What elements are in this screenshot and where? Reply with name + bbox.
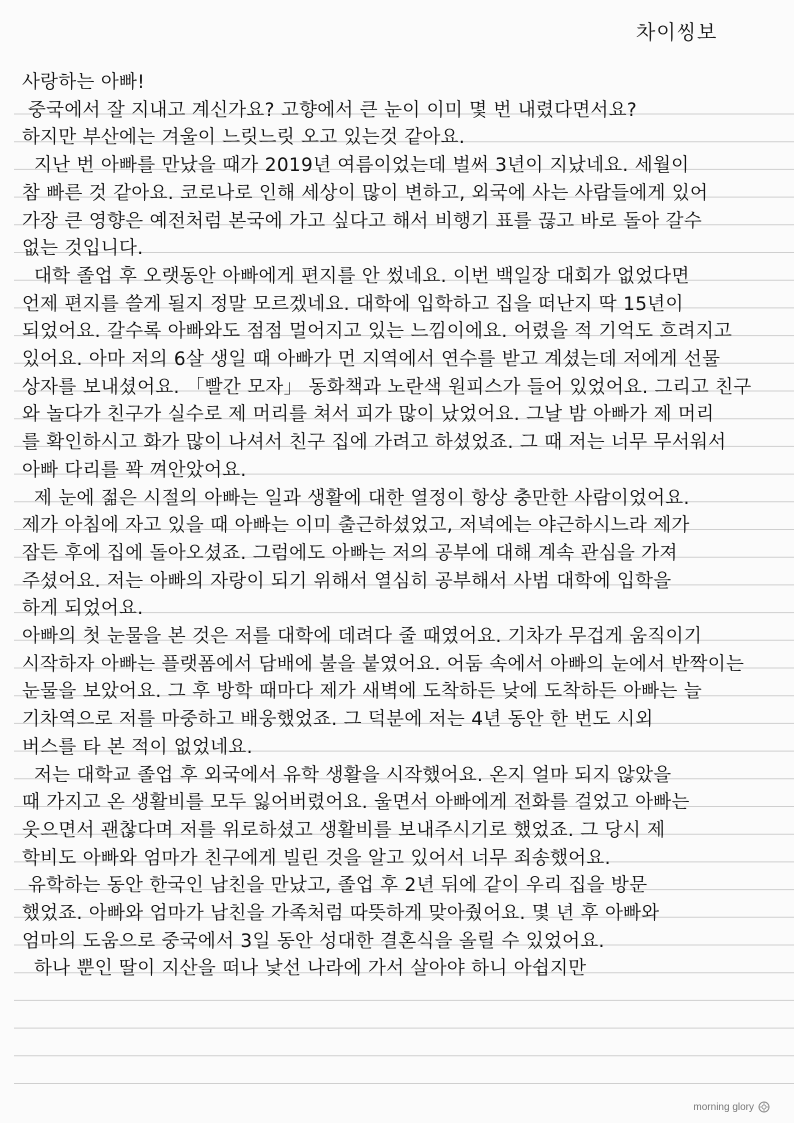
letter-line: 사랑하는 아빠! <box>22 72 145 93</box>
letter-line: 하게 되었어요. <box>22 598 144 620</box>
brand-watermark <box>693 1101 770 1113</box>
letter-line: 하나 뿐인 딸이 지산을 떠나 낯선 나라에 가서 살아야 하니 아쉽지만 <box>34 958 587 980</box>
letter-line: 대학 졸업 후 오랫동안 아빠에게 편지를 안 썼네요. 이번 백일장 대회가 없었다면 <box>34 265 690 287</box>
letter-line: 가장 큰 영향은 예전처럼 본국에 가고 싶다고 해서 비행기 표를 끊고 바로 돌아 갈수 <box>22 210 702 232</box>
letter-line: 지난 번 아빠를 만났을 때가 2019년 여름이었는데 벌써 3년이 지났네요. 세월이 <box>34 155 690 177</box>
letter-line: 제가 아침에 자고 있을 때 아빠는 이미 출근하셨었고, 저녁에는 야근하시느라 제가 <box>22 515 690 537</box>
letter-line: 잠든 후에 집에 돌아오셨죠. 그럼에도 아빠는 저의 공부에 대해 계속 관심을 가져 <box>22 542 678 564</box>
letter-line: 중국에서 잘 지내고 계신가요? 고향에서 큰 눈이 이미 몇 번 내렸다면서요? <box>28 99 638 121</box>
letter-line: 참 빠른 것 같아요. 코로나로 인해 세상이 많이 변하고, 외국에 사는 사람들에게 있어 <box>22 182 709 204</box>
morning-glory-flower-icon <box>758 1101 770 1113</box>
author-name: 차이씽보 <box>636 20 718 44</box>
letter-line: 저는 대학교 졸업 후 외국에서 유학 생활을 시작했어요. 온지 얼마 되지 않았을 <box>34 764 672 786</box>
letter-line: 와 놀다가 친구가 실수로 제 머리를 쳐서 피가 많이 났었어요. 그날 밤 아빠가 제 머리 <box>22 404 715 426</box>
letter-line: 기차역으로 저를 마중하고 배웅했었죠. 그 덕분에 저는 4년 동안 한 번도 시외 <box>22 709 654 731</box>
letter-line: 언제 편지를 쓸게 될지 정말 모르겠네요. 대학에 입학하고 집을 떠난지 딱 15년이 <box>22 293 684 315</box>
letter-line: 버스를 타 본 적이 없었네요. <box>22 736 253 758</box>
letter-line: 학비도 아빠와 엄마가 친구에게 빌린 것을 알고 있어서 너무 죄송했어요. <box>22 847 611 869</box>
letter-line: 제 눈에 젊은 시절의 아빠는 일과 생활에 대한 열정이 항상 충만한 사람이었어요. <box>34 487 690 509</box>
letter-line: 눈물을 보았어요. 그 후 방학 때마다 제가 새벽에 도착하든 낮에 도착하든 아빠는 늘 <box>22 681 702 703</box>
letter-line: 웃으면서 괜찮다며 저를 위로하셨고 생활비를 보내주시기로 했었죠. 그 당시 제 <box>22 819 666 841</box>
letter-line: 있어요. 아마 저의 6살 생일 때 아빠가 먼 지역에서 연수를 받고 계셨는데 저에게 선물 <box>22 349 721 370</box>
letter-line: 아빠의 첫 눈물을 본 것은 저를 대학에 데려다 줄 때였어요. 기차가 무겁게 움직이기 <box>22 626 702 647</box>
letter-line: 시작하자 아빠는 플랫폼에서 담배에 불을 붙였어요. 어둠 속에서 아빠의 눈에서 반짝이는 <box>22 653 745 675</box>
letter-line: 아빠 다리를 꽉 껴안았어요. <box>22 459 247 481</box>
letter-line: 상자를 보내셨어요. 「빨간 모자」 동화책과 노란색 원피스가 들어 있었어요. 그리고 친구 <box>22 376 752 398</box>
letter-line: 유학하는 동안 한국인 남친을 만났고, 졸업 후 2년 뒤에 같이 우리 집을 방문 <box>28 875 648 897</box>
letter-line: 를 확인하시고 화가 많이 나셔서 친구 집에 가려고 하셨었죠. 그 때 저는 너무 무서워서 <box>22 432 727 454</box>
letter-line: 엄마의 도움으로 중국에서 3일 동안 성대한 결혼식을 올릴 수 있었어요. <box>22 930 605 952</box>
letter-line: 하지만 부산에는 겨울이 느릿느릿 오고 있는것 같아요. <box>22 127 466 149</box>
letter-line: 주셨어요. 저는 아빠의 자랑이 되기 위해서 열심히 공부해서 사범 대학에 입학을 <box>22 570 672 592</box>
letter-line: 없는 것입니다. <box>22 238 144 260</box>
letter-line: 되었어요. 갈수록 아빠와도 점점 멀어지고 있는 느낌이에요. 어렸을 적 기억도 흐려지고 <box>22 321 733 343</box>
letter-line: 했었죠. 아빠와 엄마가 남친을 가족처럼 따뜻하게 맞아줬어요. 몇 년 후 아빠와 <box>22 903 660 924</box>
letter-line: 때 가지고 온 생활비를 모두 잃어버렸어요. 울면서 아빠에게 전화를 걸었고 아빠는 <box>22 792 690 814</box>
brand-label: morning glory <box>693 1101 754 1113</box>
